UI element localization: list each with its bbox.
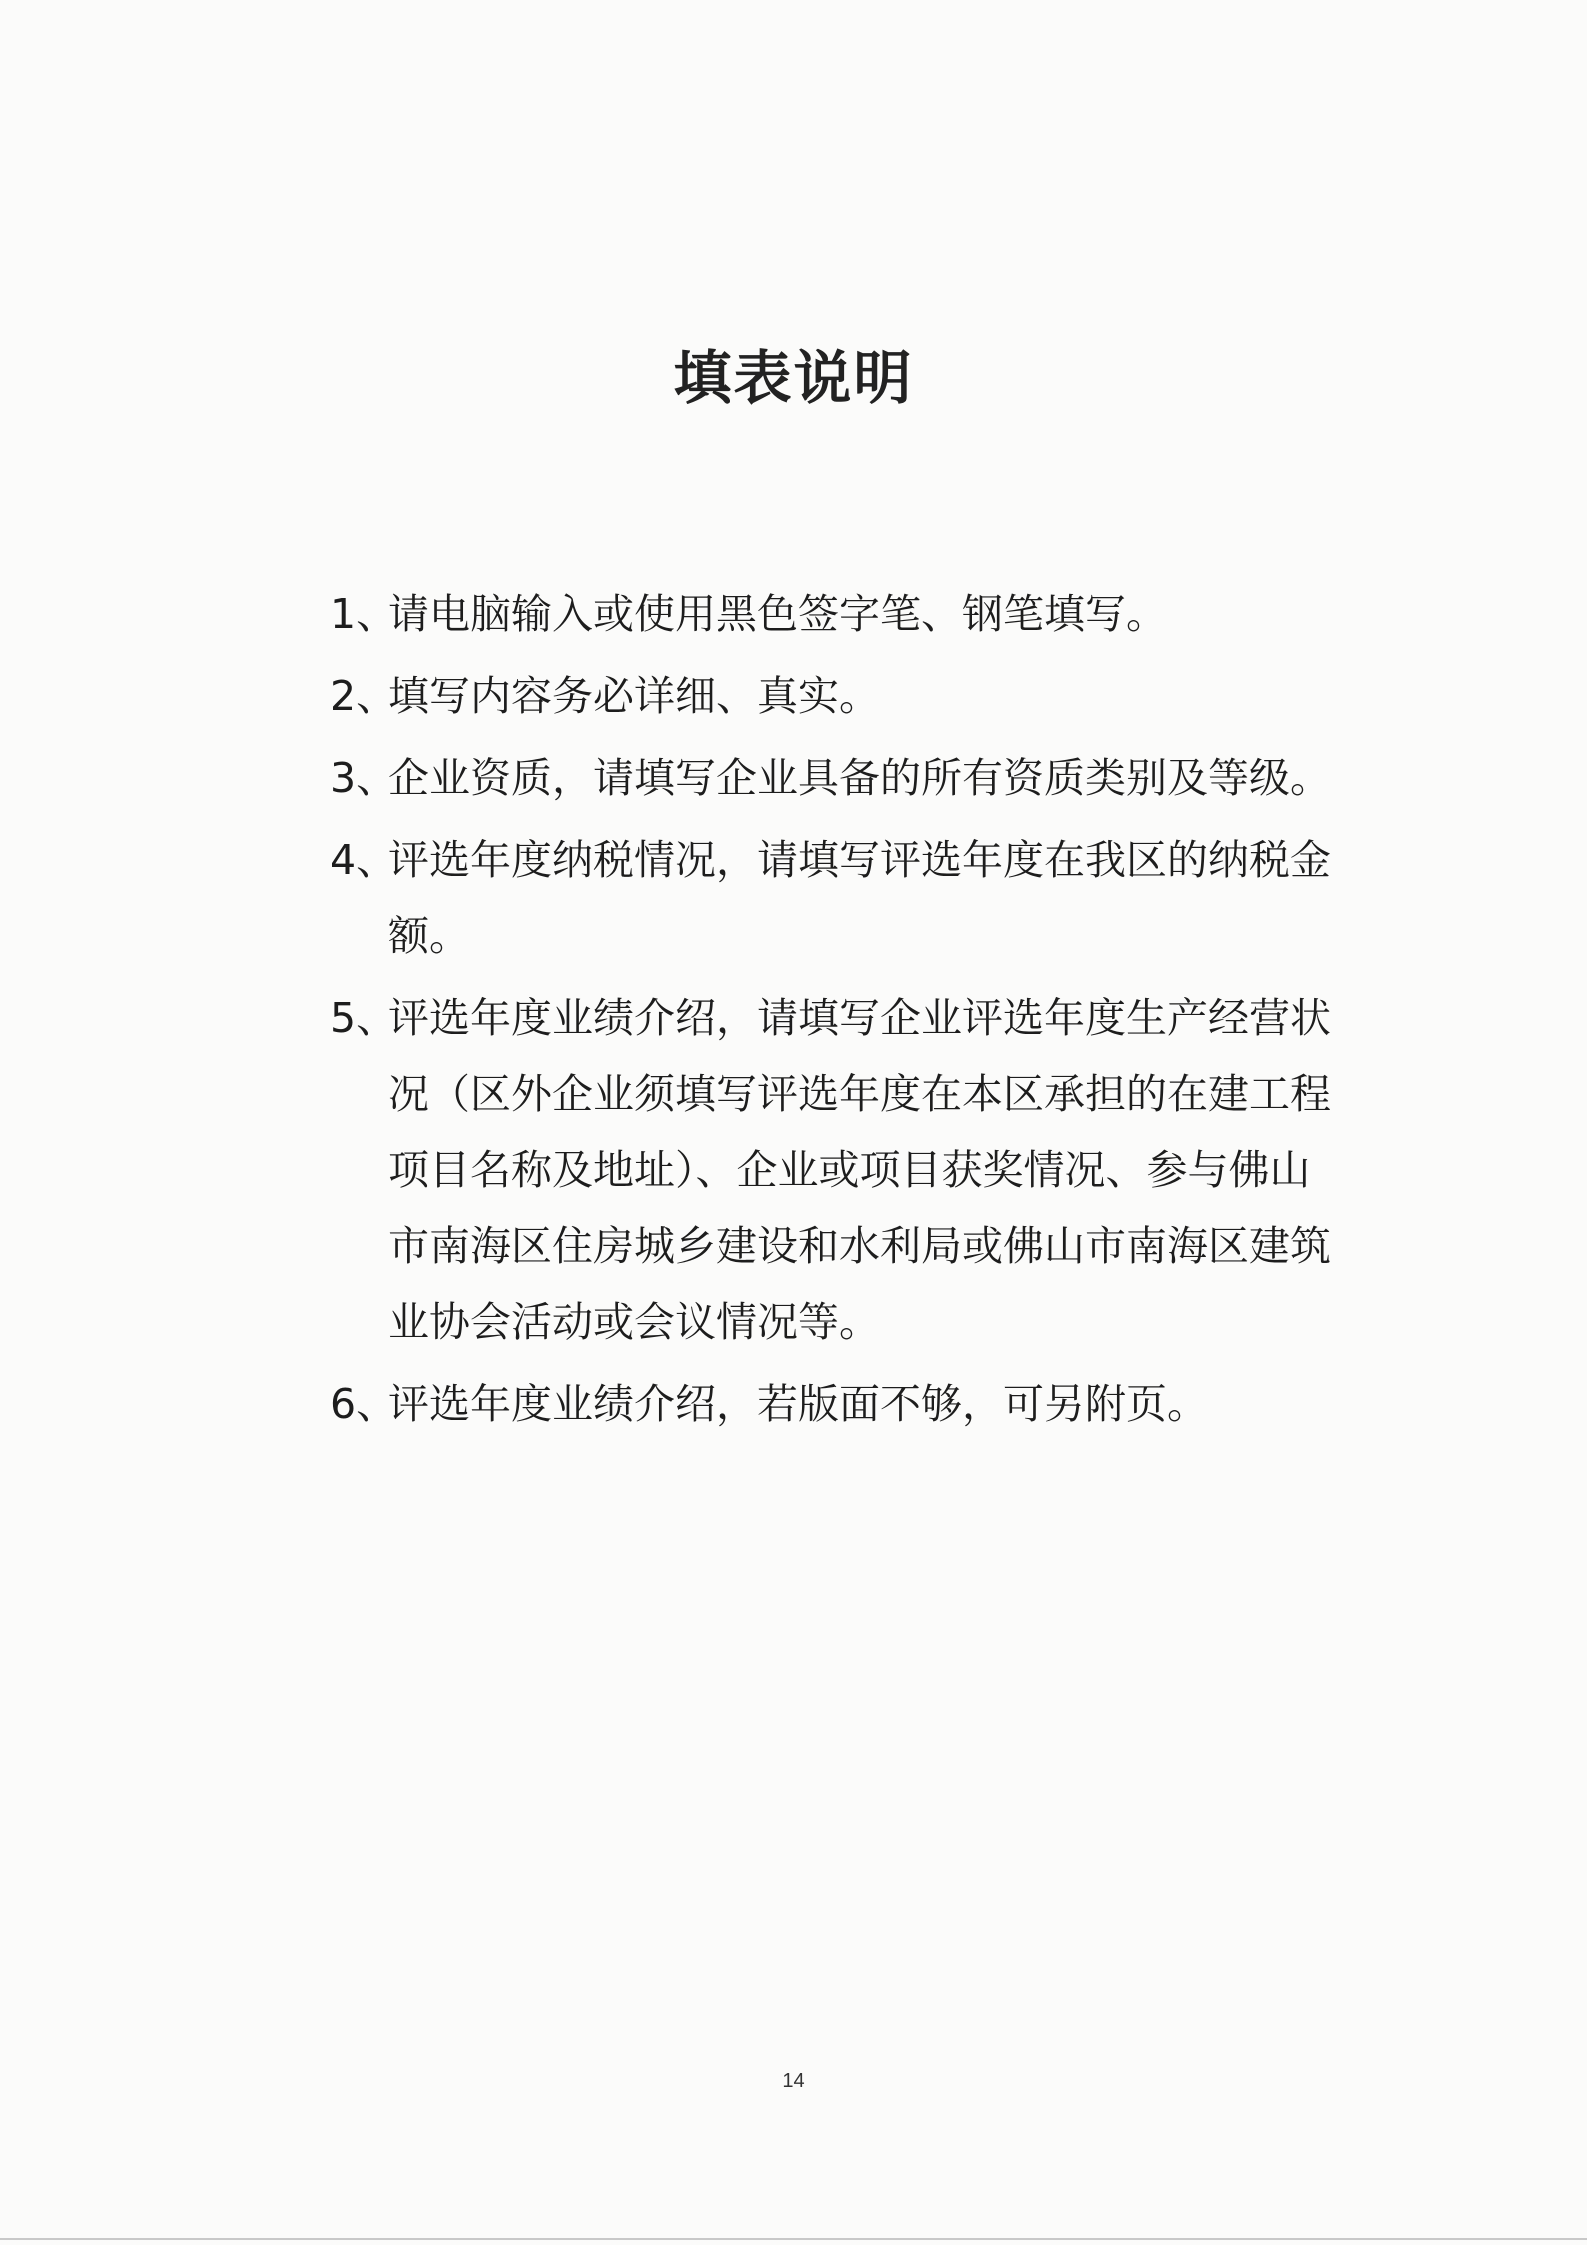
- bottom-edge-divider: [0, 2238, 1587, 2240]
- item-number: 4、: [330, 836, 398, 884]
- item-text: 评选年度业绩介绍，若版面不够，可另附页。: [388, 1380, 1208, 1428]
- item-number: 5、: [330, 994, 398, 1042]
- item-text: 评选年度纳税情况，请填写评选年度在我区的纳税金额。: [388, 836, 1331, 960]
- item-text: 企业资质，请填写企业具备的所有资质类别及等级。: [388, 754, 1331, 802]
- list-item: [330, 822, 1350, 974]
- page-number: 14: [782, 2070, 805, 2092]
- item-text: 评选年度业绩介绍，请填写企业评选年度生产经营状况（区外企业须填写评选年度在本区承担的在建工程项目名称及地址）、企业或项目获奖情况、参与佛山市南海区住房城乡建设和水利局或佛山市南海区建筑业协会活动或会议情况等。: [388, 994, 1331, 1346]
- item-number: 3、: [330, 754, 398, 802]
- instructions-list: [330, 576, 1350, 1448]
- item-text: 请电脑输入或使用黑色签字笔、钢笔填写。: [388, 590, 1167, 638]
- list-item: [330, 658, 1350, 734]
- list-item: [330, 980, 1350, 1360]
- list-item: [330, 740, 1350, 816]
- list-item: [330, 576, 1350, 652]
- page-title: 填表说明: [673, 344, 914, 412]
- item-number: 2、: [330, 672, 398, 720]
- item-number: 6、: [330, 1380, 398, 1428]
- item-text: 填写内容务必详细、真实。: [388, 672, 880, 720]
- list-item: [330, 1366, 1350, 1442]
- item-number: 1、: [330, 590, 398, 638]
